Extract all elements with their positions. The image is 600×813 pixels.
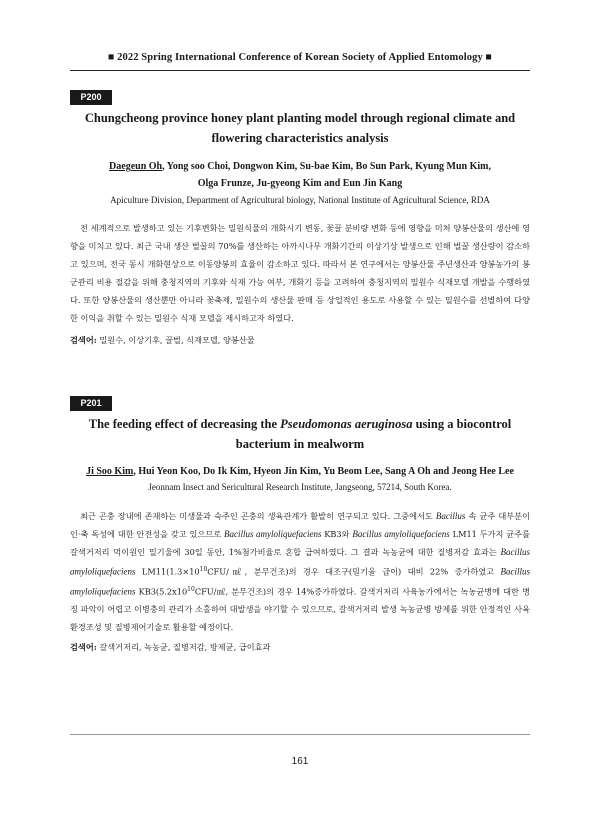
- species-name: Bacillus: [435, 511, 466, 521]
- species-name: Pseudomonas aeruginosa: [280, 417, 413, 431]
- abstract-id-badge: P200: [70, 90, 112, 105]
- abstract-title: [70, 108, 530, 148]
- header-rule: [70, 70, 530, 71]
- abstract-title: [70, 414, 530, 454]
- author-line-1: [70, 158, 530, 175]
- abstract-body: 전 세계적으로 발생하고 있는 기후변화는 밀원식물의 개화시기 변동, 꽃꿀 분비량 변화 등에 영향을 미쳐 양봉산물의 생산에 영향을 미치고 있다. 최근 국내 생산 벌꿀의 70%를 생산하는 아까시나무 개화기간의 이상기상 발생으로 인해 벌꿀 생산량이 감소하고 있으며, 전국 동시 개화현상으로 이동양봉의 효율이 감소하고 있다. 따라서 본 연구에서는 양봉산물 주년생산과 양봉농가의 봉군관리 비용 절감을 위해 충청지역의 기후와 식재 가능 여부, 개화기 등을 고려하여 충청지역의 밀원수 식재모델 개발을 수행하였다. 또한 양봉산물의 생산뿐만 아니라 꽃축제, 밀원수의 생산물 판매 등 상업적인 용도로 사용할 수 있는 밀원수를 선별하여 다양한 이익을 취할 수 있는 밀원수 식재 모델을 제시하고자 하였다.: [70, 223, 530, 323]
- keywords-label: 검색어:: [70, 335, 97, 345]
- keywords: [70, 333, 530, 347]
- keywords-text: 갈색거저리, 녹농균, 질병저감, 방제균, 급이효과: [99, 642, 271, 652]
- co-authors: , Hui Yeon Koo, Do Ik Kim, Hyeon Jin Kim, Yu Beom Lee, Sang A Oh and Jeong Hee Lee: [133, 466, 514, 477]
- affiliation: Jeonnam Insect and Sericultural Research Institute, Jangseong, 57214, South Korea.: [148, 482, 452, 492]
- keywords-text: 밀원수, 이상기후, 꿀벌, 식재모델, 양봉산물: [99, 335, 255, 345]
- title-line-2: flowering characteristics analysis: [211, 131, 389, 145]
- body-text: CFU/㎖, 분무건조)의 경우 14%증가하였다. 갈색거저리 사육농가에서는 녹농균병에 대한 병징 파악이 어렵고 이병충의 관리가 소홀하여 대발생을 야기할 수 있으므로, 갈색거저리 발생 녹농균병 방제를 위한 안정적인 사육 환경조성 및 질병제어기술로 활용할 예정이다.: [70, 586, 530, 633]
- title-line-2: bacterium in mealworm: [235, 437, 365, 451]
- body-text: LM11 두가지 균주를 갈색거저리 먹이원인 밀기울에 30일 동안, 1%첨가비율로 혼합 급여하였다. 그 결과 녹농균에 대한 질병저감 효과는: [70, 529, 530, 557]
- species-name: Bacillus amyloliquefaciens: [352, 529, 450, 539]
- abstract-body: [70, 507, 530, 636]
- body-text: CFU/㎖, 분무건조)의 경우 대조구(밀기울 급이) 대비 22% 증가하였고: [207, 566, 501, 577]
- body-text: 속 균주 대부분이 인·축 독성에 대한 안전성을 갖고 있으므로: [70, 511, 531, 539]
- keywords-label: 검색어:: [70, 642, 97, 652]
- author-line-2: Olga Frunze, Ju-gyeong Kim and Eun Jin Kang: [197, 178, 403, 189]
- body-text: LM11(1.3×10: [135, 566, 200, 577]
- body-text: KB3(5.2x10: [135, 586, 188, 597]
- conference-header: ■ 2022 Spring International Conference of Korean Society of Applied Entomology ■: [107, 52, 492, 63]
- exponent: 10: [199, 566, 208, 573]
- page-number: 161: [291, 756, 309, 767]
- exponent: 10: [187, 585, 195, 593]
- author-list: [70, 158, 530, 192]
- species-name: Bacillus amyloliquefaciens: [224, 529, 322, 539]
- title-text: using a biocontrol: [412, 417, 512, 431]
- keywords: [70, 640, 530, 654]
- presenting-author: Daegeun Oh: [109, 161, 163, 172]
- footer-rule: [70, 734, 530, 735]
- affiliation: Apiculture Division, Department of Agricultural biology, National Institute of Agricultural Science, RDA: [110, 195, 490, 205]
- presenting-author: Ji Soo Kim: [86, 466, 134, 477]
- abstract-id-badge: P201: [70, 396, 112, 411]
- title-line-1: [70, 414, 530, 434]
- co-authors: , Yong soo Choi, Dongwon Kim, Su-bae Kim, Bo Sun Park, Kyung Mun Kim,: [162, 161, 491, 172]
- title-text: The feeding effect of decreasing the: [88, 417, 281, 431]
- author-line-1: [70, 463, 530, 480]
- species-name: Bacillus amyloliquefaciens: [70, 547, 530, 577]
- species-name: Bacillus amyloliquefaciens: [70, 566, 530, 597]
- body-text: KB3와: [321, 529, 353, 539]
- body-text: 최근 곤충 장내에 존재하는 미생물과 숙주인 곤충의 생육관계가 활발히 연구되고 있다. 그중에서도: [80, 511, 436, 521]
- title-line-1: Chungcheong province honey plant planting model through regional climate and: [84, 111, 516, 125]
- author-list: [70, 463, 530, 480]
